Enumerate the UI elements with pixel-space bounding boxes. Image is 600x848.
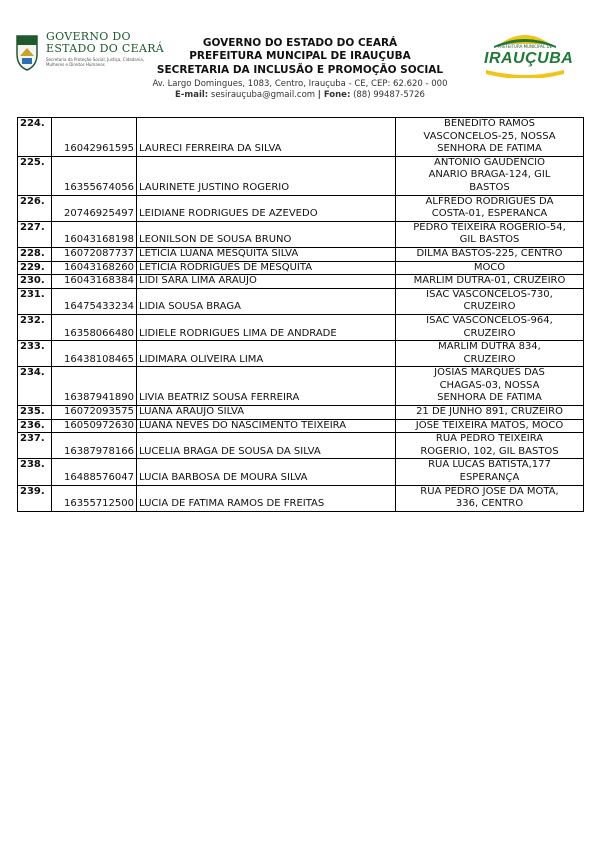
row-code: 16475433234	[52, 288, 137, 314]
row-number: 236.	[18, 419, 52, 433]
row-number: 237.	[18, 433, 52, 459]
right-logo-small-text: PREFEITURA MUNICIPAL DE	[497, 44, 553, 49]
row-address	[396, 247, 584, 261]
row-address-line: SENHORA DE FATIMA	[437, 143, 542, 155]
right-logo-name: IRAUÇUBA	[484, 50, 574, 67]
row-address	[396, 367, 584, 406]
table-row	[18, 118, 584, 157]
row-address-line: VASCONCELOS-25, NOSSA	[423, 130, 556, 142]
row-code: 20746925497	[52, 195, 137, 221]
row-code: 16438108465	[52, 341, 137, 367]
row-name: LETICIA LUANA MESQUITA SILVA	[137, 247, 396, 261]
row-address-line: JOSIAS MARQUES DAS	[434, 367, 545, 379]
row-address-line: CRUZEIRO	[463, 301, 516, 313]
row-name: LUCELIA BRAGA DE SOUSA DA SILVA	[137, 433, 396, 459]
table-row	[18, 261, 584, 275]
page-header	[0, 0, 600, 110]
header-contact	[150, 90, 450, 100]
row-address-line: RUA PEDRO TEIXEIRA	[435, 433, 544, 445]
row-name: LEIDIANE RODRIGUES DE AZEVEDO	[137, 195, 396, 221]
table-row	[18, 195, 584, 221]
row-name: LIDI SARA LIMA ARAUJO	[137, 275, 396, 289]
ceara-government-logo	[14, 30, 165, 80]
row-name: LUANA ARAUJO SILVA	[137, 406, 396, 420]
row-address-line: PEDRO TEIXEIRA ROGERIO-54,	[413, 221, 566, 233]
row-address	[396, 118, 584, 157]
row-code: 16355712500	[52, 485, 137, 511]
row-number: 231.	[18, 288, 52, 314]
header-address: Av. Largo Domingues, 1083, Centro, Irauçuba - CE, CEP: 62.620 - 000	[152, 79, 448, 89]
row-name: LAURINETE JUSTINO ROGERIO	[137, 156, 396, 195]
row-address-line: DILMA BASTOS-225, CENTRO	[416, 247, 563, 259]
row-name: LUCIA DE FATIMA RAMOS DE FREITAS	[137, 485, 396, 511]
row-address-line: ANTONIO GAUDENCIO	[434, 156, 545, 168]
row-address	[396, 314, 584, 340]
beneficiary-table	[17, 117, 584, 512]
row-name: LIDIELE RODRIGUES LIMA DE ANDRADE	[137, 314, 396, 340]
row-address	[396, 341, 584, 367]
table-row	[18, 156, 584, 195]
row-number: 235.	[18, 406, 52, 420]
row-address	[396, 221, 584, 247]
row-address	[396, 406, 584, 420]
table-row	[18, 485, 584, 511]
row-address-line: CRUZEIRO	[463, 327, 516, 339]
iraucuba-logo	[480, 28, 574, 78]
row-address-line: ESPERANÇA	[459, 472, 520, 484]
row-address-line: JOSE TEIXEIRA MATOS, MOCO	[415, 419, 564, 431]
row-code: 16042961595	[52, 118, 137, 157]
row-code: 16072093575	[52, 406, 137, 420]
header-title-3: SECRETARIA DA INCLUSÃO E PROMOÇÃO SOCIAL	[156, 64, 444, 76]
table-row	[18, 433, 584, 459]
phone-label: | Fone:	[317, 90, 351, 100]
row-number: 227.	[18, 221, 52, 247]
row-number: 224.	[18, 118, 52, 157]
row-address-line: ANARIO BRAGA-124, GIL	[428, 169, 551, 181]
row-address-line: ISAC VASCONCELOS-730,	[426, 288, 553, 300]
row-number: 238.	[18, 459, 52, 485]
row-address-line: 21 DE JUNHO 891, CRUZEIRO	[416, 406, 563, 418]
phone-value: (88) 99487-5726	[353, 90, 425, 100]
row-number: 233.	[18, 341, 52, 367]
row-name: LEONILSON DE SOUSA BRUNO	[137, 221, 396, 247]
table-row	[18, 459, 584, 485]
row-address-line: ROGERIO, 102, GIL BASTOS	[420, 445, 559, 457]
row-code: 16072087737	[52, 247, 137, 261]
row-code: 16043168384	[52, 275, 137, 289]
row-code: 16050972630	[52, 419, 137, 433]
row-address-line: RUA PEDRO JOSE DA MOTA,	[420, 485, 559, 497]
row-address-line: CHAGAS-03, NOSSA	[439, 379, 540, 391]
header-title-1: GOVERNO DO ESTADO DO CEARÁ	[202, 37, 398, 49]
row-code: 16355674056	[52, 156, 137, 195]
beneficiary-table-body	[18, 118, 584, 512]
left-logo-line2: ESTADO DO CEARÁ	[46, 42, 165, 55]
row-number: 229.	[18, 261, 52, 275]
row-name: LETICIA RODRIGUES DE MESQUITA	[137, 261, 396, 275]
row-number: 225.	[18, 156, 52, 195]
row-number: 239.	[18, 485, 52, 511]
table-row	[18, 247, 584, 261]
row-number: 230.	[18, 275, 52, 289]
table-row	[18, 288, 584, 314]
row-name: LUANA NEVES DO NASCIMENTO TEIXEIRA	[137, 419, 396, 433]
row-name: LIDIMARA OLIVEIRA LIMA	[137, 341, 396, 367]
row-address	[396, 261, 584, 275]
row-address-line: GIL BASTOS	[459, 234, 520, 246]
row-code: 16387978166	[52, 433, 137, 459]
row-number: 226.	[18, 195, 52, 221]
row-address	[396, 288, 584, 314]
row-address-line: MARLIM DUTRA-01, CRUZEIRO	[413, 275, 566, 287]
row-address-line: SENHORA DE FATIMA	[437, 392, 542, 404]
table-row	[18, 367, 584, 406]
row-address-line: RUA LUCAS BATISTA,177	[428, 459, 551, 471]
row-address-line: ISAC VASCONCELOS-964,	[426, 314, 553, 326]
row-address	[396, 156, 584, 195]
row-address	[396, 419, 584, 433]
row-code: 16488576047	[52, 459, 137, 485]
row-number: 232.	[18, 314, 52, 340]
row-address-line: BENEDITO RAMOS	[443, 118, 535, 129]
row-number: 234.	[18, 367, 52, 406]
row-address	[396, 275, 584, 289]
table-row	[18, 341, 584, 367]
left-logo-subtitle: Secretaria da Proteção Social, Justiça, Cidadania, Mulheres e Direitos Humanos	[46, 57, 145, 67]
row-address	[396, 485, 584, 511]
row-address-line: CRUZEIRO	[463, 353, 516, 365]
row-name: LIVIA BEATRIZ SOUSA FERREIRA	[137, 367, 396, 406]
row-address-line: MOCO	[473, 261, 506, 273]
row-address-line: BASTOS	[469, 181, 510, 193]
row-address	[396, 459, 584, 485]
row-name: LUCIA BARBOSA DE MOURA SILVA	[137, 459, 396, 485]
row-code: 16043168260	[52, 261, 137, 275]
row-address-line: COSTA-01, ESPERANCA	[431, 208, 548, 220]
row-code: 16387941890	[52, 367, 137, 406]
left-logo-line1: GOVERNO DO	[46, 30, 131, 43]
row-name: LAURECI FERREIRA DA SILVA	[137, 118, 396, 157]
email-value: sesirauçuba@gmail.com	[210, 90, 316, 100]
table-row	[18, 275, 584, 289]
table-row	[18, 314, 584, 340]
ceara-crest-icon	[14, 32, 40, 72]
row-address	[396, 433, 584, 459]
row-address-line: ALFREDO RODRIGUES DA	[425, 195, 554, 207]
row-code: 16043168198	[52, 221, 137, 247]
row-name: LIDIA SOUSA BRAGA	[137, 288, 396, 314]
table-row	[18, 406, 584, 420]
row-number: 228.	[18, 247, 52, 261]
row-address-line: 336, CENTRO	[455, 498, 524, 510]
row-address-line: MARLIM DUTRA 834,	[438, 341, 541, 353]
table-row	[18, 221, 584, 247]
table-row	[18, 419, 584, 433]
row-address	[396, 195, 584, 221]
row-code: 16358066480	[52, 314, 137, 340]
header-title-2: PREFEITURA MUNCIPAL DE IRAUÇUBA	[189, 50, 411, 62]
email-label: E-mail:	[175, 90, 209, 100]
